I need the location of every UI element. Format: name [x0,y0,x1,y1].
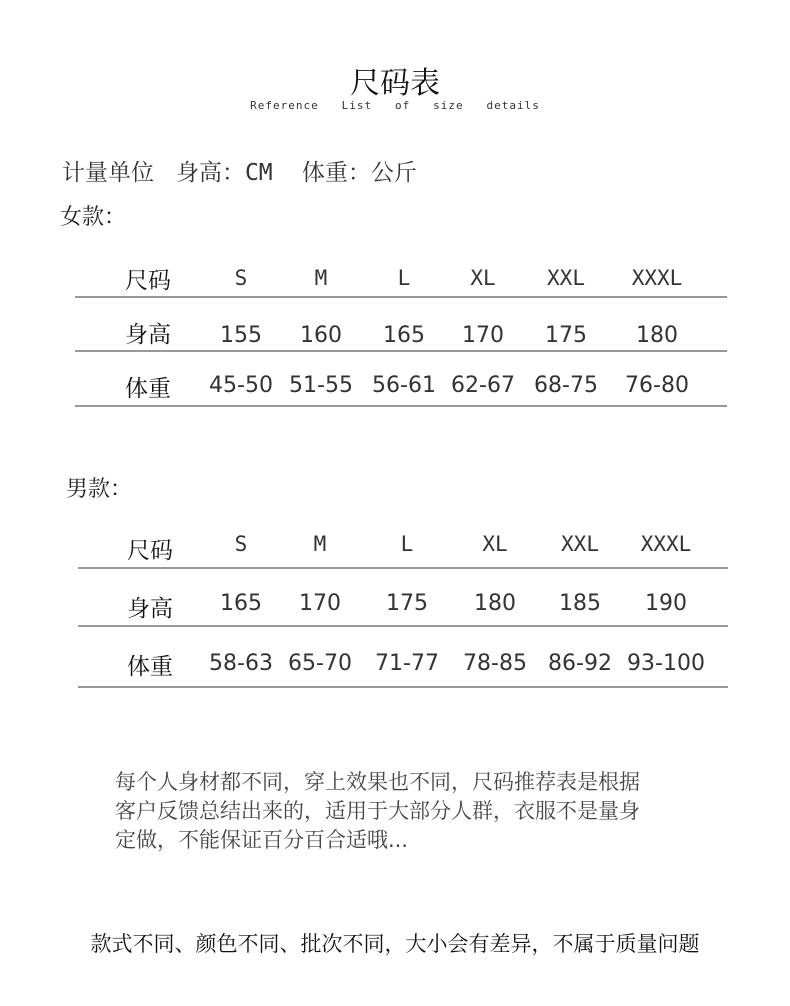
men-section-label: 男款： [66,477,133,502]
size-cell: M [314,266,328,290]
row-label-size: 尺码 [125,268,171,294]
weight-unit-label: 体重： [301,160,371,186]
weight-cell: 65-70 [288,651,352,676]
row-label-weight: 体重 [127,654,173,680]
table-rule [78,625,728,627]
height-unit: CM [244,160,273,186]
size-cell: S [234,266,248,290]
height-unit-label: 身高： [175,160,245,186]
row-label-weight: 体重 [125,376,171,402]
size-cell: XL [470,266,496,290]
weight-cell: 56-61 [372,373,436,398]
height-cell: 185 [559,591,601,616]
table-rule [75,405,727,407]
size-cell: XXL [547,266,585,290]
units-label: 计量单位 [62,160,154,186]
size-cell: L [397,266,411,290]
weight-cell: 51-55 [289,373,353,398]
height-cell: 180 [474,591,516,616]
row-label-height: 身高 [127,596,173,622]
size-cell: XXXL [631,266,683,290]
page-subtitle: Reference List of size details [250,99,540,112]
size-cell: XL [482,532,508,556]
size-cell: M [313,532,327,556]
measurement-units [62,154,417,187]
weight-cell: 58-63 [209,651,273,676]
weight-cell: 86-92 [548,651,612,676]
weight-cell: 71-77 [375,651,439,676]
weight-cell: 93-100 [627,651,705,676]
table-rule [75,350,727,352]
weight-cell: 78-85 [463,651,527,676]
size-cell: S [234,532,248,556]
page-title: 尺码表 [350,66,440,101]
weight-cell: 76-80 [625,373,689,398]
row-label-size: 尺码 [127,538,173,564]
height-cell: 165 [383,323,425,348]
table-rule [78,567,728,569]
height-cell: 165 [220,591,262,616]
height-cell: 160 [300,323,342,348]
disclaimer-line: 客户反馈总结出来的，适用于大部分人群，衣服不是量身 [115,799,640,823]
row-label-height: 身高 [125,322,171,348]
weight-cell: 62-67 [451,373,515,398]
variation-notice: 款式不同、颜色不同、批次不同，大小会有差异，不属于质量问题 [90,932,700,956]
weight-unit: 公斤 [370,160,417,186]
size-cell: L [400,532,414,556]
disclaimer-line: 每个人身材都不同，穿上效果也不同，尺码推荐表是根据 [115,770,640,794]
height-cell: 175 [545,323,587,348]
height-cell: 190 [645,591,687,616]
height-cell: 170 [299,591,341,616]
height-cell: 180 [636,323,678,348]
women-section-label: 女款： [60,205,127,230]
height-cell: 170 [462,323,504,348]
table-rule [78,686,728,688]
table-rule [75,296,727,298]
disclaimer-line: 定做，不能保证百分百合适哦... [115,828,409,852]
weight-cell: 68-75 [534,373,598,398]
size-cell: XXL [561,532,599,556]
height-cell: 155 [220,323,262,348]
fit-disclaimer [115,768,715,855]
height-cell: 175 [386,591,428,616]
size-cell: XXXL [640,532,692,556]
weight-cell: 45-50 [209,373,273,398]
